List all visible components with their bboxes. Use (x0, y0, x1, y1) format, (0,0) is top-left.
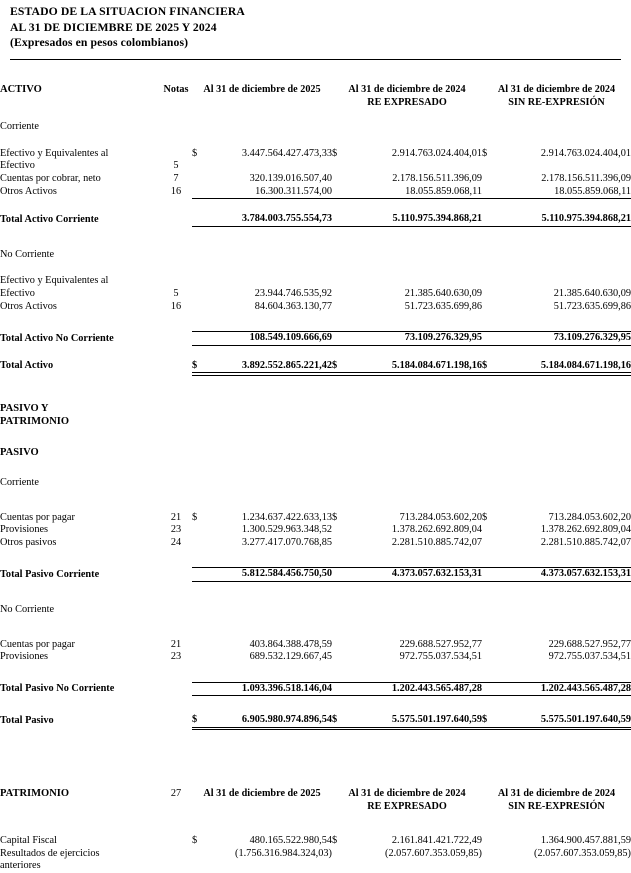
row-value-3: 18.055.859.068,11 (506, 186, 631, 199)
row-value-1: 3.277.417.070.768,85 (241, 536, 332, 548)
table-row-continuation (0, 288, 631, 301)
total-value-1: 1.093.396.518.146,04 (210, 682, 332, 696)
total-currency-1 (192, 332, 210, 346)
total-note (160, 682, 192, 696)
row-currency-3 (482, 835, 506, 848)
row-currency-2 (332, 848, 354, 861)
title-divider-rule (10, 59, 621, 60)
total-currency-1: $ (192, 714, 210, 727)
row-currency-3 (482, 639, 506, 652)
row-currency-2 (332, 651, 354, 664)
row-label: Efectivo y Equivalentes al (0, 275, 109, 287)
row-note (160, 148, 192, 161)
row-label: Provisiones (0, 651, 49, 663)
total-value-1: 3.892.552.865.221,42 (210, 360, 332, 373)
pasivo-patrimonio-heading-row-2 (0, 416, 631, 429)
row-note: 16 (170, 186, 182, 198)
row-currency-2 (332, 639, 354, 652)
pasivo-corriente-label: Corriente (0, 477, 39, 489)
row-currency-3: $ (482, 147, 488, 159)
total-value-1: 6.905.980.974.896,54 (210, 714, 332, 727)
total-value-2: 5.110.975.394.868,21 (354, 213, 482, 226)
total-currency-2: $ (332, 360, 354, 373)
document-title-block (10, 4, 610, 51)
header-col-2025: Al 31 de diciembre de 2025 (203, 84, 321, 95)
row-value-2: (2.057.607.353.059,85) (385, 847, 482, 859)
row-currency-3 (482, 186, 506, 199)
spacer (0, 813, 631, 835)
row-note: 21 (170, 511, 182, 523)
header-notas: Notas (163, 84, 189, 95)
table-row-continuation (0, 860, 631, 873)
row-currency-1: $ (192, 835, 198, 847)
patrimonio-heading: PATRIMONIO (0, 788, 70, 800)
total-label: Total Pasivo Corriente (0, 568, 100, 580)
row-currency-2: $ (332, 835, 338, 847)
pasivo-heading: PASIVO (0, 446, 39, 458)
row-value-2: 972.755.037.534,51 (399, 651, 482, 663)
row-value-3: 2.281.510.885.742,07 (540, 536, 631, 548)
row-value-1: 23.944.746.535,92 (254, 287, 332, 299)
table-row (0, 848, 631, 861)
row-note: 5 (173, 160, 179, 172)
header-sub-blank-label (0, 97, 160, 110)
title-line-3: (Expresados en pesos colombianos) (10, 36, 189, 50)
total-currency-1 (192, 682, 210, 696)
table-row (0, 512, 631, 525)
total-row-pasivo-no-corriente (0, 682, 631, 696)
total-value-3: 5.575.501.197.640,59 (506, 714, 631, 727)
header-sub-col2: RE EXPRESADO (367, 96, 447, 108)
row-value-2: 21.385.640.630,09 (404, 287, 482, 299)
patrimonio-header-col-2025: Al 31 de diciembre de 2025 (203, 788, 321, 800)
spacer (0, 373, 631, 404)
row-value-2: 2.178.156.511.396,09 (392, 172, 482, 184)
spacer (160, 416, 631, 429)
total-currency-2 (332, 332, 354, 346)
row-value-2: 2.161.841.421.722,49 (391, 835, 482, 847)
patrimonio-header-row (0, 788, 631, 801)
table-row (0, 537, 631, 550)
pasivo-heading-row (0, 447, 631, 460)
total-value-2: 5.184.084.671.198,16 (354, 360, 482, 373)
row-value-2: 18.055.859.068,11 (354, 186, 482, 199)
row-value-2: 2.914.763.024.404,01 (391, 147, 482, 159)
row-value-1: 16.300.311.574,00 (210, 186, 332, 199)
total-currency-2 (332, 682, 354, 696)
spacer (0, 226, 631, 249)
table-row (0, 186, 631, 199)
row-label-line2: Efectivo (0, 287, 35, 299)
row-value-2: 229.688.527.952,77 (399, 638, 482, 650)
row-value-1: 403.864.388.478,59 (249, 638, 332, 650)
spacer (0, 109, 631, 121)
table-header-subrow (0, 97, 631, 110)
row-value-3: 972.755.037.534,51 (548, 651, 631, 663)
table-row (0, 173, 631, 186)
total-label: Total Pasivo (0, 714, 54, 726)
total-currency-3: $ (482, 360, 506, 373)
total-currency-3 (482, 332, 506, 346)
row-note: 5 (173, 287, 179, 299)
row-label: Efectivo y Equivalentes al (0, 147, 109, 159)
header-sub-col1 (192, 97, 332, 110)
header-col-2024-sin-reexpresion: Al 31 de diciembre de 2024 (497, 84, 616, 95)
row-label: Otros Activos (0, 186, 57, 198)
row-currency-3 (482, 173, 506, 186)
row-value-2: 1.378.262.692.809,04 (391, 524, 482, 536)
row-label-line2: anteriores (0, 860, 41, 872)
total-note (160, 213, 192, 226)
row-value-3: 21.385.640.630,09 (553, 287, 631, 299)
row-currency-3: $ (482, 511, 488, 523)
spacer (0, 696, 631, 715)
patrimonio-header-sub-col2: RE EXPRESADO (367, 800, 447, 812)
total-value-2: 4.373.057.632.153,31 (354, 568, 482, 582)
spacer (160, 403, 631, 416)
total-value-1: 108.549.109.666,69 (210, 332, 332, 346)
row-value-2: 51.723.635.699,86 (404, 300, 482, 312)
total-currency-1 (192, 213, 210, 226)
patrimonio-header-col-2024-sin-reexpresion: Al 31 de diciembre de 2024 (497, 788, 616, 800)
spacer (0, 801, 160, 814)
table-row (0, 835, 631, 848)
row-currency-3 (482, 651, 506, 664)
balance-sheet-table (0, 84, 631, 873)
header-sub-col3: SIN RE-EXPRESIÓN (508, 96, 605, 108)
pasivo-patrimonio-heading-line2: PATRIMONIO (0, 415, 70, 427)
header-sub-blank-notes (160, 97, 192, 110)
total-currency-1 (192, 568, 210, 582)
spacer (0, 429, 631, 447)
row-currency-2 (332, 537, 354, 550)
activo-no-corriente-heading-row (0, 249, 631, 262)
total-label: Total Activo Corriente (0, 213, 99, 225)
row-currency-2 (332, 524, 354, 537)
table-row (0, 651, 631, 664)
pasivo-corriente-heading-row (0, 477, 631, 490)
row-value-3: 2.914.763.024.404,01 (540, 147, 631, 159)
row-label-line2: Efectivo (0, 160, 35, 172)
patrimonio-header-sub-col3: SIN RE-EXPRESIÓN (508, 800, 605, 812)
row-currency-1 (192, 301, 210, 314)
row-label: Cuentas por pagar (0, 511, 75, 523)
row-value-3: 51.723.635.699,86 (553, 300, 631, 312)
pasivo-no-corriente-heading-row (0, 604, 631, 617)
spacer (0, 345, 631, 360)
row-currency-2 (332, 288, 354, 301)
spacer (160, 604, 631, 617)
row-value-1: 1.300.529.963.348,52 (241, 524, 332, 536)
total-value-1: 3.784.003.755.554,73 (210, 213, 332, 226)
row-currency-1 (192, 524, 210, 537)
total-currency-2 (332, 568, 354, 582)
table-row (0, 148, 631, 161)
total-label: Total Activo (0, 360, 54, 372)
table-row (0, 275, 631, 288)
patrimonio-header-subrow (0, 801, 631, 814)
spacer (0, 134, 631, 148)
row-currency-1 (192, 288, 210, 301)
total-currency-3 (482, 682, 506, 696)
total-row-pasivo (0, 714, 631, 727)
table-row (0, 301, 631, 314)
total-note (160, 714, 192, 727)
row-currency-1 (192, 651, 210, 664)
total-currency-2 (332, 213, 354, 226)
row-currency-1 (192, 639, 210, 652)
table-row-continuation (0, 160, 631, 173)
spacer (0, 549, 631, 568)
table-row (0, 524, 631, 537)
row-value-3: 1.364.900.457.881,59 (540, 835, 631, 847)
row-currency-3 (482, 301, 506, 314)
total-row-activo-no-corriente (0, 332, 631, 346)
table-header-row (0, 84, 631, 97)
row-note: 23 (170, 651, 182, 663)
row-value-2: 713.284.053.602,20 (399, 511, 482, 523)
row-currency-2: $ (332, 511, 338, 523)
row-value-3: 229.688.527.952,77 (548, 638, 631, 650)
row-note (160, 848, 192, 861)
activo-no-corriente-label: No Corriente (0, 248, 55, 260)
row-currency-2 (332, 186, 354, 199)
header-col-2024-reexpresado: Al 31 de diciembre de 2024 (348, 84, 466, 95)
spacer (160, 121, 631, 134)
spacer (0, 261, 631, 275)
table-row (0, 639, 631, 652)
total-note (160, 360, 192, 373)
spacer (160, 249, 631, 262)
patrimonio-header-sub-col1 (192, 801, 332, 814)
row-currency-1 (192, 537, 210, 550)
total-currency-3: $ (482, 714, 506, 727)
total-row-pasivo-corriente (0, 568, 631, 582)
total-value-1: 5.812.584.456.750,50 (210, 568, 332, 582)
total-value-3: 4.373.057.632.153,31 (506, 568, 631, 582)
row-currency-2 (332, 301, 354, 314)
title-line-2: AL 31 DE DICIEMBRE DE 2025 Y 2024 (10, 20, 217, 34)
spacer (0, 459, 631, 477)
total-currency-1: $ (192, 360, 210, 373)
row-value-1: 480.165.522.980,54 (249, 835, 332, 847)
row-value-1: 3.447.564.427.473,33 (241, 147, 332, 159)
row-value-3: (2.057.607.353.059,85) (534, 847, 631, 859)
total-value-3: 1.202.443.565.487,28 (506, 682, 631, 696)
row-label: Provisiones (0, 524, 49, 536)
row-currency-3 (482, 537, 506, 550)
row-note: 23 (170, 524, 182, 536)
row-note: 24 (170, 536, 182, 548)
row-value-1: 1.234.637.422.633,13 (241, 511, 332, 523)
row-value-1: 320.139.016.507,40 (249, 172, 332, 184)
row-currency-1 (192, 173, 210, 186)
total-currency-3 (482, 568, 506, 582)
row-label: Otros Activos (0, 300, 57, 312)
total-value-2: 73.109.276.329,95 (354, 332, 482, 346)
row-note: 21 (170, 638, 182, 650)
row-currency-1 (192, 848, 210, 861)
total-row-activo-corriente (0, 213, 631, 226)
row-value-2: 2.281.510.885.742,07 (391, 536, 482, 548)
total-label: Total Activo No Corriente (0, 332, 114, 344)
row-currency-1: $ (192, 147, 198, 159)
spacer (0, 199, 631, 214)
row-value-1: 689.532.129.667,45 (249, 651, 332, 663)
total-currency-2: $ (332, 714, 354, 727)
pasivo-patrimonio-heading-line1: PASIVO Y (0, 403, 49, 415)
row-note: 16 (170, 300, 182, 312)
row-value-1: 84.604.363.130,77 (254, 300, 332, 312)
row-note (160, 835, 192, 848)
row-label: Cuentas por cobrar, neto (0, 172, 101, 184)
pasivo-no-corriente-label: No Corriente (0, 604, 55, 616)
row-label: Otros pasivos (0, 536, 57, 548)
total-value-3: 73.109.276.329,95 (506, 332, 631, 346)
patrimonio-note: 27 (170, 788, 182, 800)
spacer (0, 758, 631, 788)
patrimonio-header-col-2024-reexpresado: Al 31 de diciembre de 2024 (348, 788, 466, 800)
row-note: 7 (173, 172, 179, 184)
spacer (0, 490, 631, 512)
total-value-2: 5.575.501.197.640,59 (354, 714, 482, 727)
spacer (0, 582, 631, 605)
title-line-1: ESTADO DE LA SITUACION FINANCIERA (10, 5, 245, 18)
row-currency-1 (192, 186, 210, 199)
row-currency-1: $ (192, 511, 198, 523)
row-label: Cuentas por pagar (0, 638, 75, 650)
spacer (0, 617, 631, 639)
total-note (160, 332, 192, 346)
row-currency-3 (482, 524, 506, 537)
total-row-activo (0, 360, 631, 373)
row-value-3: 2.178.156.511.396,09 (541, 172, 631, 184)
total-currency-3 (482, 213, 506, 226)
spacer (160, 477, 631, 490)
row-value-1: (1.756.316.984.324,03) (235, 847, 332, 859)
row-currency-3 (482, 288, 506, 301)
total-note (160, 568, 192, 582)
spacer (160, 860, 631, 873)
row-currency-2 (332, 173, 354, 186)
total-value-2: 1.202.443.565.487,28 (354, 682, 482, 696)
spacer (0, 664, 631, 683)
row-currency-3 (482, 848, 506, 861)
header-activo: ACTIVO (0, 84, 42, 95)
spacer (160, 275, 631, 288)
activo-corriente-heading-row (0, 121, 631, 134)
row-currency-2: $ (332, 147, 338, 159)
spacer (160, 801, 192, 814)
spacer (160, 447, 631, 460)
row-label: Resultados de ejercicios (0, 847, 100, 859)
total-label: Total Pasivo No Corriente (0, 683, 115, 695)
total-value-3: 5.110.975.394.868,21 (506, 213, 631, 226)
activo-corriente-label: Corriente (0, 121, 39, 133)
spacer (0, 728, 631, 759)
total-value-3: 5.184.084.671.198,16 (506, 360, 631, 373)
row-value-3: 713.284.053.602,20 (548, 511, 631, 523)
spacer (0, 313, 631, 332)
row-label: Capital Fiscal (0, 835, 57, 847)
spacer (192, 160, 631, 173)
pasivo-patrimonio-heading-row-1 (0, 403, 631, 416)
row-value-3: 1.378.262.692.809,04 (540, 524, 631, 536)
